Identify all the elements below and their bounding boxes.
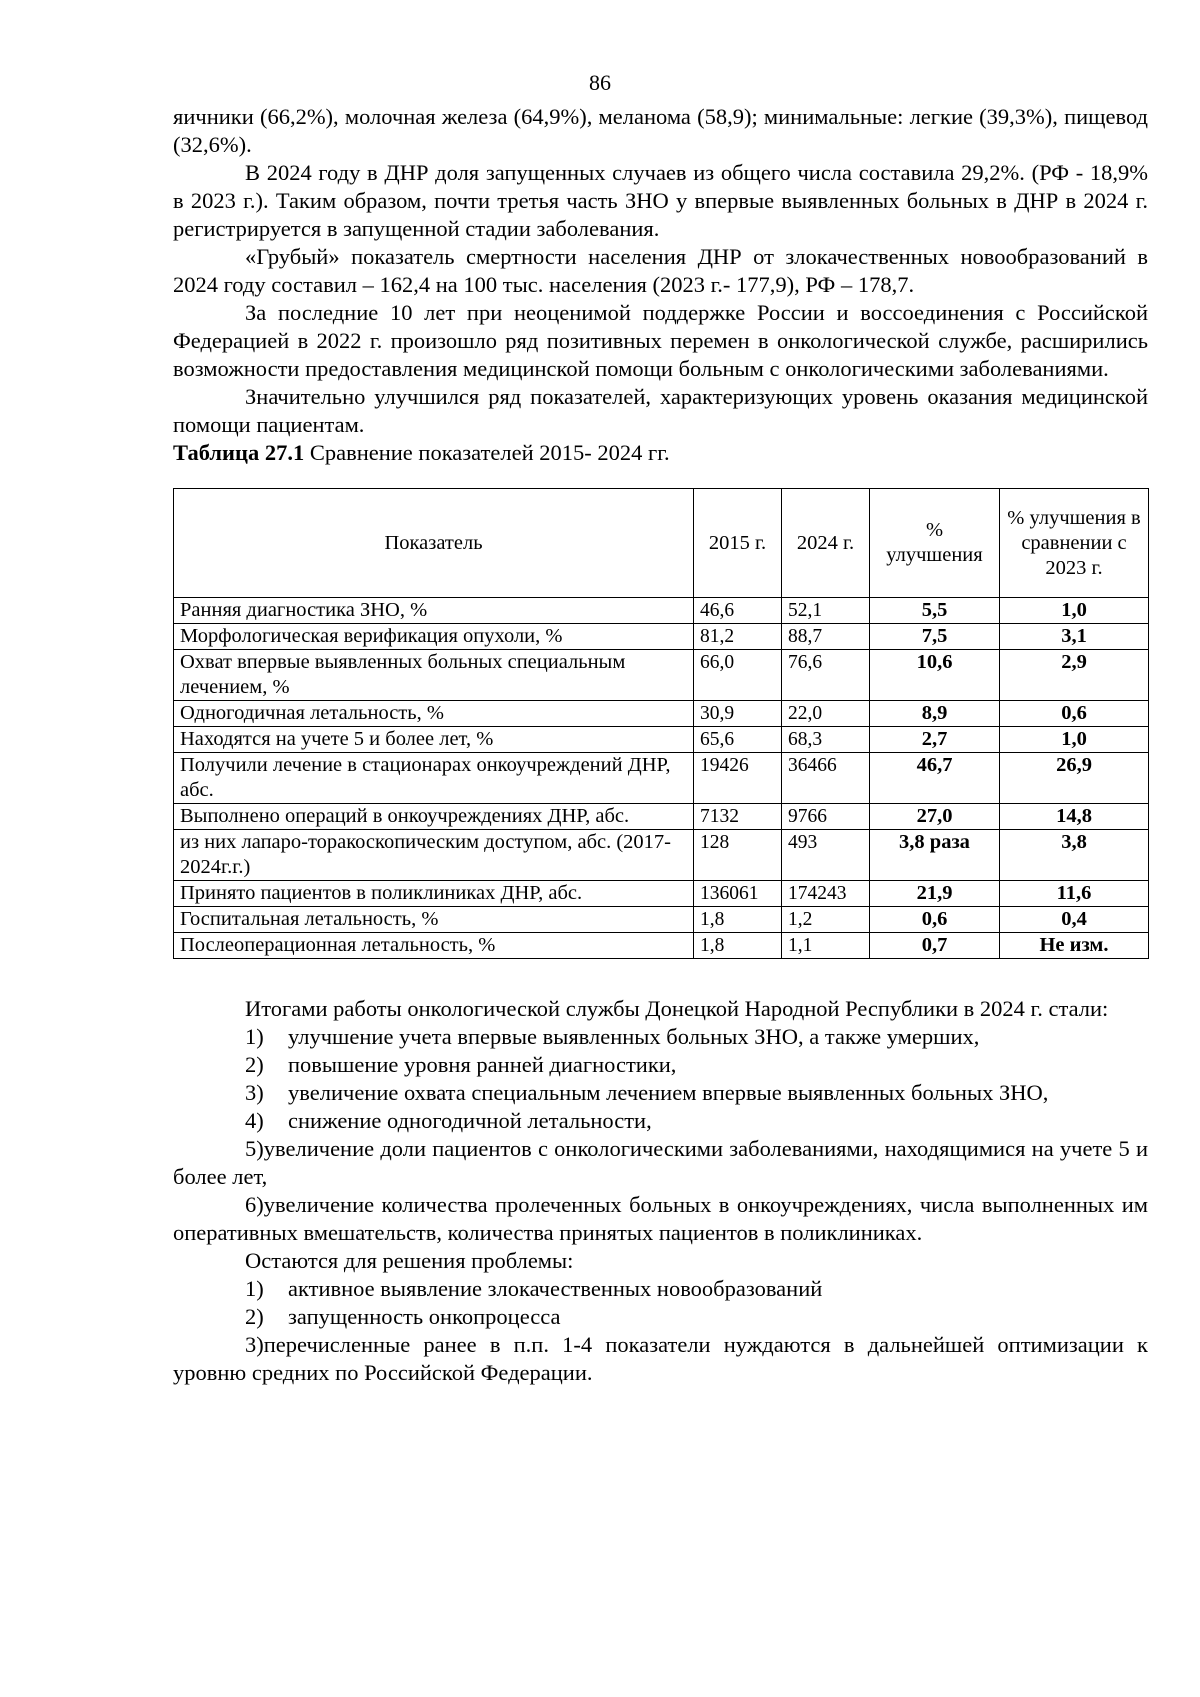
cell-2015: 19426 <box>694 753 782 804</box>
paragraph: яичники (66,2%), молочная железа (64,9%), меланома (58,9); минимальные: легкие (39,3%), пищевод (32,6%). <box>173 104 1148 157</box>
cell-2015: 1,8 <box>694 907 782 933</box>
cell-improvement: 0,6 <box>870 907 1000 933</box>
header-2024: 2024 г. <box>782 489 870 598</box>
table-row <box>174 830 1149 881</box>
results-intro: Итогами работы онкологической службы Донецкой Народной Республики в 2024 г. стали: <box>245 996 1109 1021</box>
cell-indicator: Госпитальная летальность, % <box>174 907 694 933</box>
cell-2024: 9766 <box>782 804 870 830</box>
list-item <box>173 1191 1148 1247</box>
cell-improvement-2023: Не изм. <box>1000 933 1149 959</box>
cell-improvement: 2,7 <box>870 727 1000 753</box>
list-item-number: 2) <box>245 1304 264 1329</box>
cell-improvement-2023: 14,8 <box>1000 804 1149 830</box>
cell-indicator: Морфологическая верификация опухоли, % <box>174 624 694 650</box>
list-item-text: улучшение учета впервые выявленных больных ЗНО, а также умерших, <box>288 1024 980 1049</box>
cell-2024: 52,1 <box>782 598 870 624</box>
cell-indicator: Получили лечение в стационарах онкоучреждений ДНР, абс. <box>174 753 694 804</box>
table-header-row <box>174 489 1149 598</box>
cell-indicator: из них лапаро-торакоскопическим доступом, абс. (2017-2024г.г.) <box>174 830 694 881</box>
table-row <box>174 881 1149 907</box>
list-item-text: запущенность онкопроцесса <box>288 1304 561 1329</box>
problems-list <box>173 1275 1148 1387</box>
cell-2024: 493 <box>782 830 870 881</box>
list-item <box>173 1079 1148 1107</box>
cell-improvement-2023: 3,8 <box>1000 830 1149 881</box>
cell-2024: 1,1 <box>782 933 870 959</box>
cell-improvement: 27,0 <box>870 804 1000 830</box>
table-row <box>174 650 1149 701</box>
list-item-number: 3) <box>245 1080 264 1105</box>
table-row <box>174 727 1149 753</box>
list-item-text: увеличение охвата специальным лечением впервые выявленных больных ЗНО, <box>288 1080 1049 1105</box>
cell-improvement-2023: 0,6 <box>1000 701 1149 727</box>
cell-indicator: Находятся на учете 5 и более лет, % <box>174 727 694 753</box>
header-improvement-2023: % улучшения в сравнении с 2023 г. <box>1000 489 1149 598</box>
cell-improvement: 3,8 раза <box>870 830 1000 881</box>
body-text <box>173 103 1148 1387</box>
list-item <box>173 1135 1148 1191</box>
list-item-text: повышение уровня ранней диагностики, <box>288 1052 677 1077</box>
list-item <box>173 1303 1148 1331</box>
list-item-text: увеличение количества пролеченных больных в онкоучреждениях, числа выполненных им оперативных вмешательств, количества принятых пациентов в поликлиниках. <box>173 1192 1148 1245</box>
cell-2015: 65,6 <box>694 727 782 753</box>
cell-2024: 88,7 <box>782 624 870 650</box>
results-list <box>173 1023 1148 1247</box>
list-item-number: 3) <box>245 1332 264 1357</box>
list-item-number: 6) <box>245 1192 264 1217</box>
list-item-number: 5) <box>245 1136 264 1161</box>
table-body <box>174 598 1149 959</box>
cell-indicator: Одногодичная летальность, % <box>174 701 694 727</box>
list-item <box>173 1107 1148 1135</box>
paragraph: «Грубый» показатель смертности населения ДНР от злокачественных новообразований в 2024 году составил – 162,4 на 100 тыс. населения (2023 г.- 177,9), РФ – 178,7. <box>173 244 1148 297</box>
table-caption-title: Сравнение показателей 2015- 2024 гг. <box>304 440 670 465</box>
problems-intro: Остаются для решения проблемы: <box>245 1248 574 1273</box>
cell-improvement: 21,9 <box>870 881 1000 907</box>
paragraph: В 2024 году в ДНР доля запущенных случаев из общего числа составила 29,2%. (РФ - 18,9% в 2023 г.). Таким образом, почти третья часть ЗНО у впервые выявленных больных в ДНР в 2024 г. регистрируется в запущенной стадии заболевания. <box>173 160 1148 241</box>
cell-improvement-2023: 26,9 <box>1000 753 1149 804</box>
cell-improvement-2023: 11,6 <box>1000 881 1149 907</box>
cell-improvement: 5,5 <box>870 598 1000 624</box>
table-row <box>174 624 1149 650</box>
cell-2015: 136061 <box>694 881 782 907</box>
cell-indicator: Послеоперационная летальность, % <box>174 933 694 959</box>
list-item <box>173 1023 1148 1051</box>
header-2015: 2015 г. <box>694 489 782 598</box>
header-improvement: % улучшения <box>870 489 1000 598</box>
cell-indicator: Принято пациентов в поликлиниках ДНР, абс. <box>174 881 694 907</box>
table-caption-number: Таблица 27.1 <box>173 440 305 465</box>
list-item-text: снижение одногодичной летальности, <box>288 1108 652 1133</box>
list-item-number: 2) <box>245 1052 264 1077</box>
list-item-number: 1) <box>245 1276 264 1301</box>
page-number: 86 <box>589 70 611 95</box>
cell-improvement-2023: 1,0 <box>1000 598 1149 624</box>
cell-improvement-2023: 2,9 <box>1000 650 1149 701</box>
cell-improvement: 0,7 <box>870 933 1000 959</box>
cell-improvement: 46,7 <box>870 753 1000 804</box>
cell-2015: 46,6 <box>694 598 782 624</box>
list-item <box>173 1331 1148 1387</box>
cell-2015: 1,8 <box>694 933 782 959</box>
cell-2024: 36466 <box>782 753 870 804</box>
paragraph: Значительно улучшился ряд показателей, характеризующих уровень оказания медицинской помощи пациентам. <box>173 384 1148 437</box>
cell-2015: 7132 <box>694 804 782 830</box>
cell-2024: 68,3 <box>782 727 870 753</box>
cell-indicator: Выполнено операций в онкоучреждениях ДНР, абс. <box>174 804 694 830</box>
cell-improvement-2023: 1,0 <box>1000 727 1149 753</box>
table-row <box>174 701 1149 727</box>
cell-2015: 128 <box>694 830 782 881</box>
cell-2024: 76,6 <box>782 650 870 701</box>
cell-2024: 22,0 <box>782 701 870 727</box>
cell-improvement: 10,6 <box>870 650 1000 701</box>
results-section <box>173 995 1148 1387</box>
cell-improvement-2023: 3,1 <box>1000 624 1149 650</box>
list-item <box>173 1051 1148 1079</box>
cell-2015: 81,2 <box>694 624 782 650</box>
cell-improvement: 7,5 <box>870 624 1000 650</box>
list-item-text: активное выявление злокачественных новообразований <box>288 1276 823 1301</box>
table-row <box>174 753 1149 804</box>
table-row <box>174 804 1149 830</box>
cell-improvement: 8,9 <box>870 701 1000 727</box>
list-item-number: 4) <box>245 1108 264 1133</box>
comparison-table <box>173 488 1149 959</box>
cell-2024: 1,2 <box>782 907 870 933</box>
cell-2024: 174243 <box>782 881 870 907</box>
table-row <box>174 907 1149 933</box>
paragraph: За последние 10 лет при неоценимой поддержке России и воссоединения с Российской Федерацией в 2022 г. произошло ряд позитивных перемен в онкологической службе, расширились возможности предоставления медицинской помощи больным с онкологическими заболеваниями. <box>173 300 1148 381</box>
list-item-text: увеличение доли пациентов с онкологическими заболеваниями, находящимися на учете 5 и более лет, <box>173 1136 1148 1189</box>
list-item-text: перечисленные ранее в п.п. 1-4 показатели нуждаются в дальнейшей оптимизации к уровню средних по Российской Федерации. <box>173 1332 1148 1385</box>
table-row <box>174 933 1149 959</box>
table-caption <box>173 439 1148 467</box>
cell-2015: 30,9 <box>694 701 782 727</box>
list-item-number: 1) <box>245 1024 264 1049</box>
header-indicator: Показатель <box>174 489 694 598</box>
list-item <box>173 1275 1148 1303</box>
cell-improvement-2023: 0,4 <box>1000 907 1149 933</box>
cell-indicator: Охват впервые выявленных больных специальным лечением, % <box>174 650 694 701</box>
cell-2015: 66,0 <box>694 650 782 701</box>
table-row <box>174 598 1149 624</box>
cell-indicator: Ранняя диагностика ЗНО, % <box>174 598 694 624</box>
